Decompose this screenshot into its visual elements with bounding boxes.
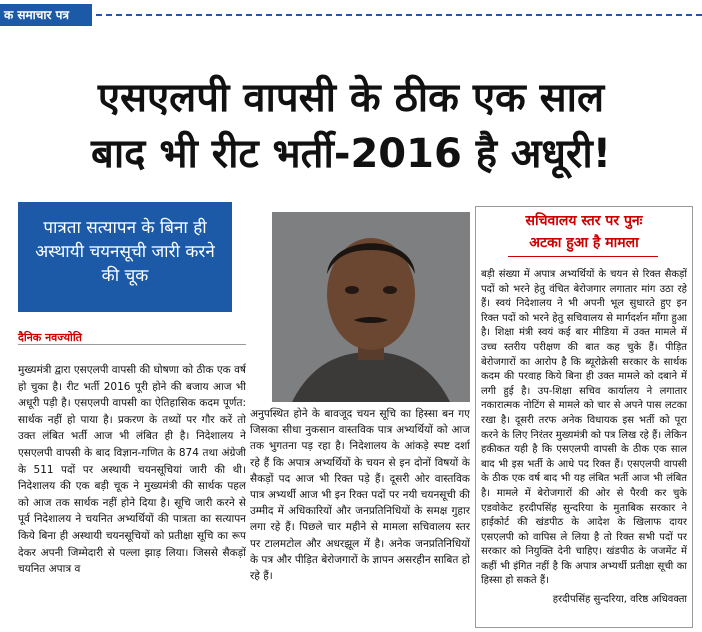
sidebar-heading-line1: सचिवालय स्तर पर पुनः bbox=[525, 213, 643, 229]
sidebar-column bbox=[481, 268, 687, 620]
headline-line2: बाद भी रीट भर्ती-2016 है अधूरी! bbox=[90, 131, 611, 177]
portrait-photo bbox=[272, 212, 470, 402]
article-column-1 bbox=[18, 362, 246, 630]
byline-divider bbox=[18, 344, 246, 345]
masthead-tag: क समाचार पत्र bbox=[0, 4, 92, 26]
subhead-box bbox=[18, 202, 232, 312]
sidebar-heading bbox=[476, 210, 692, 254]
column1-text: मुख्यमंत्री द्वारा एसएलपी वापसी की घोषणा को ठीक एक वर्ष हो चुका है। रीट भर्ती 2016 पूरी होने की बजाय आज भी अधूरी पड़ी है। एसएलपी वापसी का ऐतिहासिक कदम पूर्णत: सार्थक नहीं हो पाया है। प्रकरण के तथ्यों पर गौर करें तो उक्त लंबित भर्ती आज भी लंबित ही है। निदेशालय ने एसएलपी वापसी के बाद विज्ञान-गणित के 874 तथा अंग्रेजी के 511 पदों पर अस्थायी चयनसूचियां जारी की थी। निदेशालय की एक बड़ी चूक ने मुख्यमंत्री की सार्थक पहल को आज तक सार्थक नहीं होने दिया है। सूचि जारी करने से पूर्व निदेशालय ने चयनित अभ्यर्थियों की पात्रता का सत्यापन किये बिना ही अस्थायी चयनसूचियों को प्रतीक्षा सूचि का रूप देकर अपनी जिम्मेदारी से पल्ला झाड़ लिया। जिससे सैकड़ों चयनित अपात्र व bbox=[18, 364, 246, 576]
sidebar-heading-line2: अटका हुआ है मामला bbox=[529, 235, 639, 251]
masthead bbox=[0, 0, 702, 30]
byline: दैनिक नवज्योति bbox=[18, 331, 82, 344]
headline bbox=[0, 70, 702, 182]
headline-line1: एसएलपी वापसी के ठीक एक साल bbox=[97, 75, 605, 121]
portrait-illustration bbox=[272, 212, 470, 402]
sidebar-heading-rule bbox=[508, 256, 658, 257]
masthead-rule bbox=[96, 14, 702, 16]
subhead-text: पात्रता सत्यापन के बिना ही अस्थायी चयनसूची जारी करने की चूक bbox=[35, 218, 215, 286]
article-column-2 bbox=[250, 406, 470, 630]
sidebar-body: बड़ी संख्या में अपात्र अभ्यर्थियों के चयन से रिक्त सैकड़ों पदों को भरने हेतु वंचित बेरोजगार लगातार मांग उठा रहे हैं। स्वयं निदेशालय ने भी अपनी भूल सुधारते हुए इन रिक्त पदों को भरने हेतु सचिवालय से मार्गदर्शन माँगा हुआ है। शिक्षा मंत्री स्वयं कई बार मीडिया में उक्त मामले में उच्च स्तरीय परीक्षण की बात कह चुके हैं। पीड़ित बेरोजगारों का आरोप है कि ब्यूरोक्रेसी सरकार के सार्थक कदम की परवाह किये बिना ही उक्त मामले को दबाने में लगी हुई है। उप-शिक्षा सचिव कार्यालय ने लगातार नकारात्मक नोटिंग से मामले को चार से अपने पास लटका रखा है। दूसरी तरफ अनेक विधायक इस भर्ती को पूरा करने के लिए निरंतर मुख्यमंत्री को पत्र लिख रहे हैं। लेकिन हकीकत यही है कि एसएलपी वापसी के ठीक एक साल बाद भी इस भर्ती के आधे पद रिक्त हैं। एसएलपी वापसी के ठीक एक वर्ष बाद भी यह लंबित भर्ती आज भी लंबित है। मामले में बेरोजगारों की ओर से पैरवी कर चुके एडवोकेट हरदीपसिंह सुन्दरिया के मुताबिक सरकार ने हाईकोर्ट की खंडपीठ के आदेश के खिलाफ दायर एसएलपी को वापिस ले लिया है तो रिक्त सभी पदों पर सरकार को नियुक्ति देनी चाहिए। खंडपीठ के जजमेंट में कहीं भी इंगित नहीं है कि अपात्र अभ्यर्थी प्रतीक्षा सूची का हिस्सा हो सकते हैं। bbox=[481, 269, 687, 587]
sidebar-signature: हरदीपसिंह सुन्दरिया, वरिष्ठ अधिवक्ता bbox=[552, 594, 687, 606]
column2-text: अनुपस्थित होने के बावजूद चयन सूचि का हिस्सा बन गए जिसका सीधा नुकसान वास्तविक पात्र अभ्यर्थियों को आज तक भुगतना पड़ रहा है। निदेशालय के आंकड़े स्पष्ट दर्शा रहे हैं कि अपात्र अभ्यर्थियों के चयन से इन दोनों विषयों के सैकड़ों पद आज भी रिक्त पड़े हैं। दूसरी ओर वास्तविक पात्र अभ्यर्थी आज भी इन रिक्त पदों पर नयी चयनसूची की उम्मीद में अधिकारियों और जनप्रतिनिधियों के समक्ष गुहार लगा रहे हैं। पिछले चार महीने से मामला सचिवालय स्तर पर टालमटोल और अधरझूल में है। अनेक जनप्रतिनिधियों के पत्र और पीड़ित बेरोजगारों के ज्ञापन असरहीन साबित हो रहे हैं। bbox=[250, 408, 470, 583]
